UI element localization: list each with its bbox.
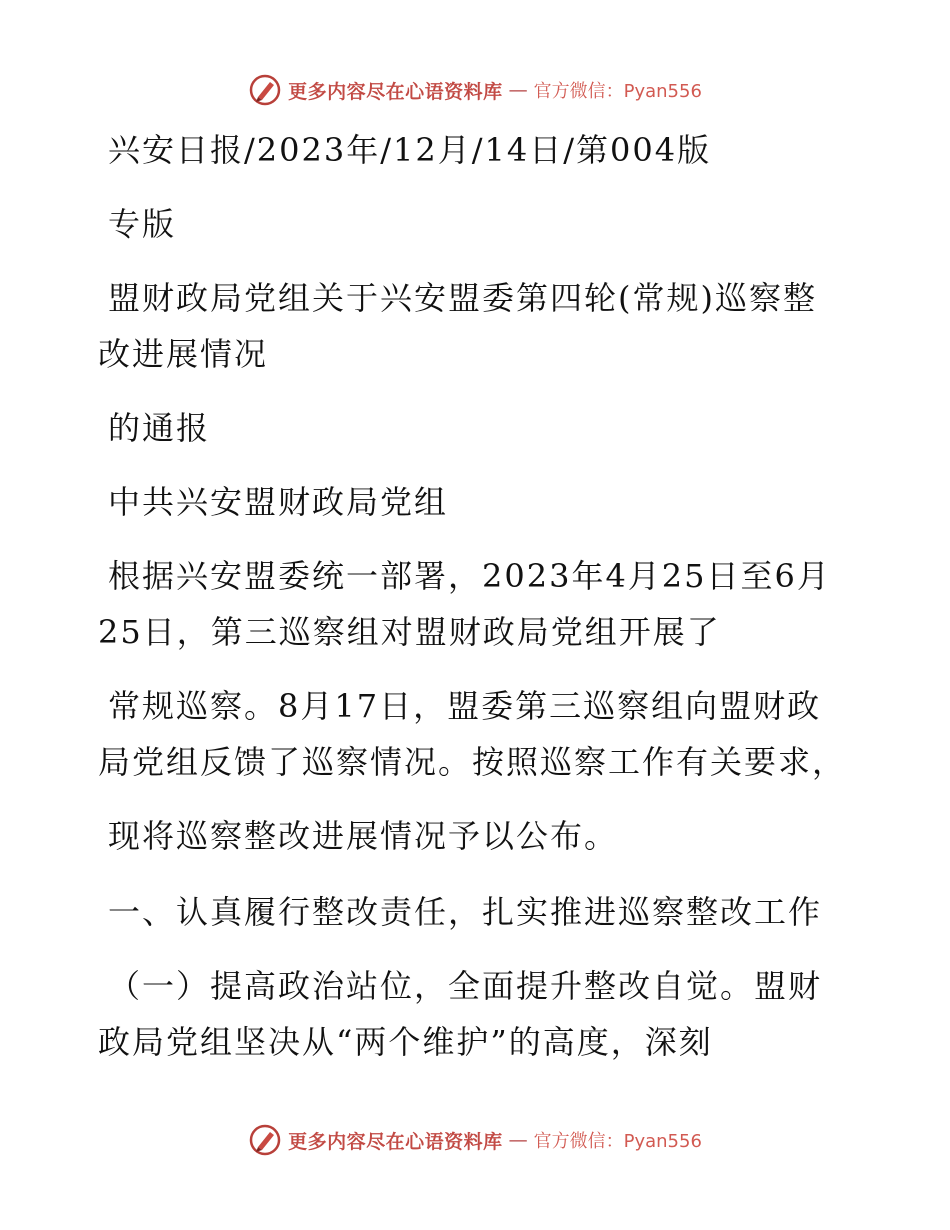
watermark-contact: 官方微信：Pyan556 — [533, 1131, 702, 1152]
title-line-2: 改进展情况 — [98, 335, 269, 373]
paragraph-2-line-1: 常规巡察。8月17日，盟委第三巡察组向盟财政 — [108, 687, 822, 725]
pen-logo-icon — [248, 73, 282, 107]
watermark-dash: — — [508, 79, 528, 101]
paragraph-1-line-2: 25日，第三巡察组对盟财政局党组开展了 — [98, 613, 721, 651]
watermark-footer — [0, 1120, 950, 1160]
watermark-main-text: 更多内容尽在心语资料库 — [288, 80, 503, 103]
issuer: 中共兴安盟财政局党组 — [108, 483, 449, 521]
paragraph-2-line-2: 局党组反馈了巡察情况。按照巡察工作有关要求， — [98, 743, 847, 781]
title-line-1: 盟财政局党组关于兴安盟委第四轮(常规)巡察整 — [108, 279, 817, 317]
watermark-contact: 官方微信：Pyan556 — [533, 81, 702, 102]
paragraph-3-line-1: 现将巡察整改进展情况予以公布。 — [108, 817, 619, 855]
watermark-header — [0, 70, 950, 110]
watermark-dash: — — [508, 1129, 528, 1151]
paragraph-4-line-1: （一）提高政治站位，全面提升整改自觉。盟财 — [108, 967, 823, 1005]
title-line-3: 的通报 — [108, 409, 211, 447]
dateline: 兴安日报/2023年/12月/14日/第004版 — [108, 131, 712, 169]
paragraph-4-line-2: 政局党组坚决从“两个维护”的高度，深刻 — [98, 1023, 713, 1061]
pen-logo-icon — [248, 1123, 282, 1157]
paragraph-1-line-1: 根据兴安盟委统一部署，2023年4月25日至6月 — [108, 557, 831, 595]
heading-1: 一、认真履行整改责任，扎实推进巡察整改工作 — [108, 893, 823, 931]
section-label: 专版 — [108, 205, 177, 243]
watermark-main-text: 更多内容尽在心语资料库 — [288, 1130, 503, 1153]
